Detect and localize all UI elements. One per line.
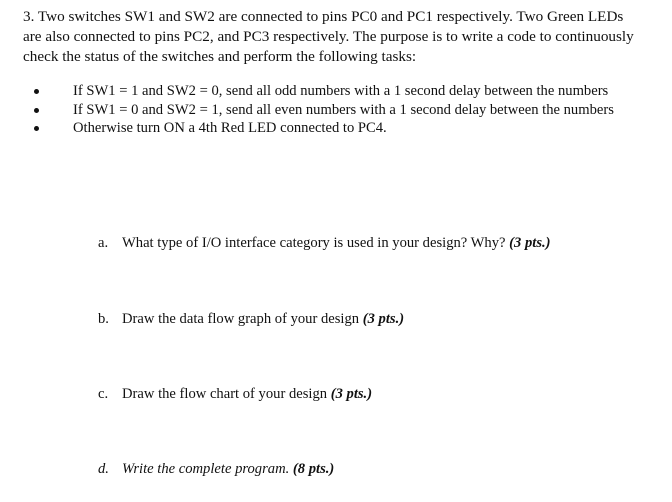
bullet-icon <box>34 89 39 94</box>
question-text: Draw the data flow graph of your design <box>122 311 360 327</box>
task-text: If SW1 = 1 and SW2 = 0, send all odd numbers with a 1 second delay between the numbers <box>73 83 609 99</box>
problem-statement: 3. Two switches SW1 and SW2 are connected to pins PC0 and PC1 respectively. Two Green LEDs are also connected to pins PC2, and PC3 respectively. The purpose is to write a code to continuously check the status of the switches and perform the following tasks: <box>23 8 634 65</box>
question-marker: d. <box>98 461 109 477</box>
question-text: Write the complete program. <box>122 461 290 477</box>
question-c <box>98 385 638 403</box>
task-text: Otherwise turn ON a 4th Red LED connected to PC4. <box>73 120 387 137</box>
points-label: (3 pts.) <box>362 311 405 327</box>
points-label: (8 pts.) <box>292 461 335 477</box>
points-label: (3 pts.) <box>330 386 373 402</box>
question-text: What type of I/O interface category is used in your design? Why? <box>122 235 506 251</box>
list-item <box>34 82 634 101</box>
list-item <box>34 101 634 120</box>
question-marker: b. <box>98 311 109 327</box>
points-label: (3 pts.) <box>509 235 551 251</box>
task-text: If SW1 = 0 and SW2 = 1, send all even numbers with a 1 second delay between the numbers <box>73 101 614 118</box>
question-marker: a. <box>98 235 109 251</box>
list-item <box>34 119 634 138</box>
question-d <box>98 460 638 478</box>
question-b <box>98 310 638 328</box>
task-list <box>34 82 634 138</box>
question-text: Draw the flow chart of your design <box>122 386 328 402</box>
question-a <box>98 234 638 252</box>
bullet-icon <box>34 126 39 131</box>
question-marker: c. <box>98 386 109 402</box>
bullet-icon <box>34 108 39 113</box>
